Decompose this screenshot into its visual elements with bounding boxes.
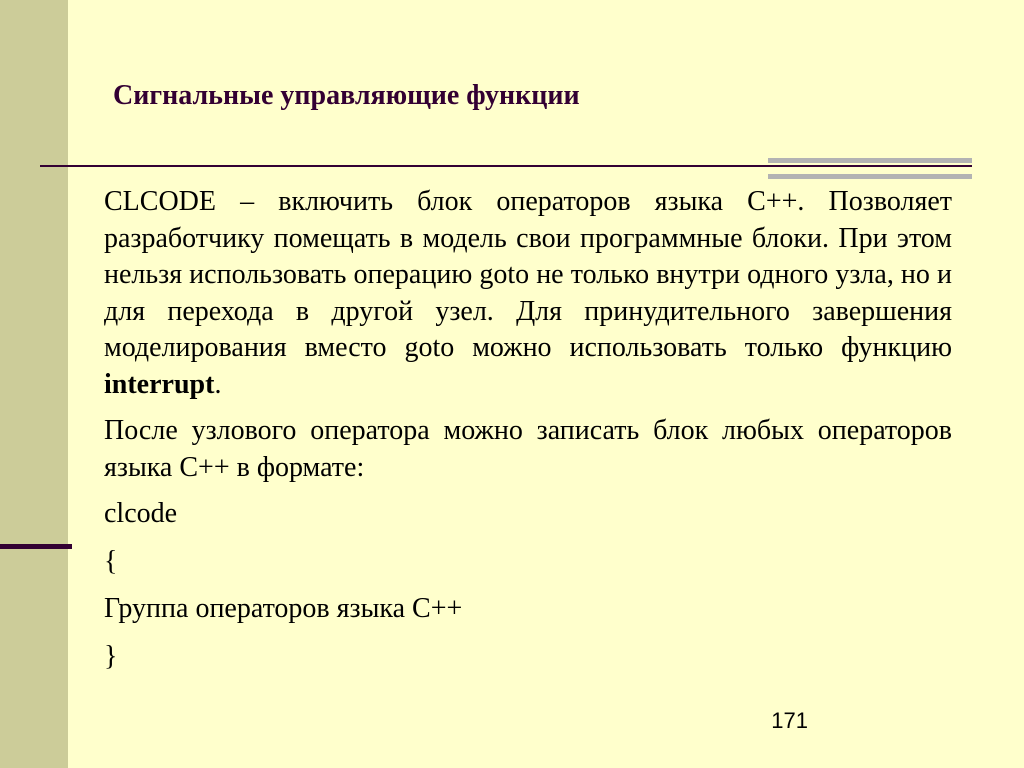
left-decor-bar [0, 0, 68, 768]
clcode-description-text: – включить блок операторов языка С++. Позволяет разработчику помещать в модель свои программные блоки. При этом нельзя использовать операцию goto не только внутри одного узла, но и для перехода в другой узел. Для принудительного завершения моделирования вместо goto можно использовать только функцию [104, 186, 952, 363]
code-line-close-brace: } [104, 640, 118, 672]
interrupt-term: interrupt [104, 368, 215, 400]
slide-title: Сигнальные управляющие функции [113, 80, 580, 111]
divider-accent-bar-top [768, 158, 972, 163]
clcode-term: CLCODE [104, 186, 216, 217]
sentence-end: . [214, 368, 222, 400]
code-line-body: Группа операторов языка С++ [104, 593, 463, 624]
divider-accent-bar-bottom [768, 174, 972, 179]
title-divider-line [40, 165, 972, 167]
code-line-keyword: clcode [104, 498, 178, 529]
slide-body [104, 184, 952, 686]
left-decor-tick [0, 544, 72, 549]
paragraph-clcode-description [104, 184, 952, 403]
page-number: 171 [771, 708, 808, 733]
code-line-open-brace: { [104, 545, 118, 577]
paragraph-format-intro: После узлового оператора можно записать блок любых операторов языка С++ в формате: [104, 415, 952, 483]
